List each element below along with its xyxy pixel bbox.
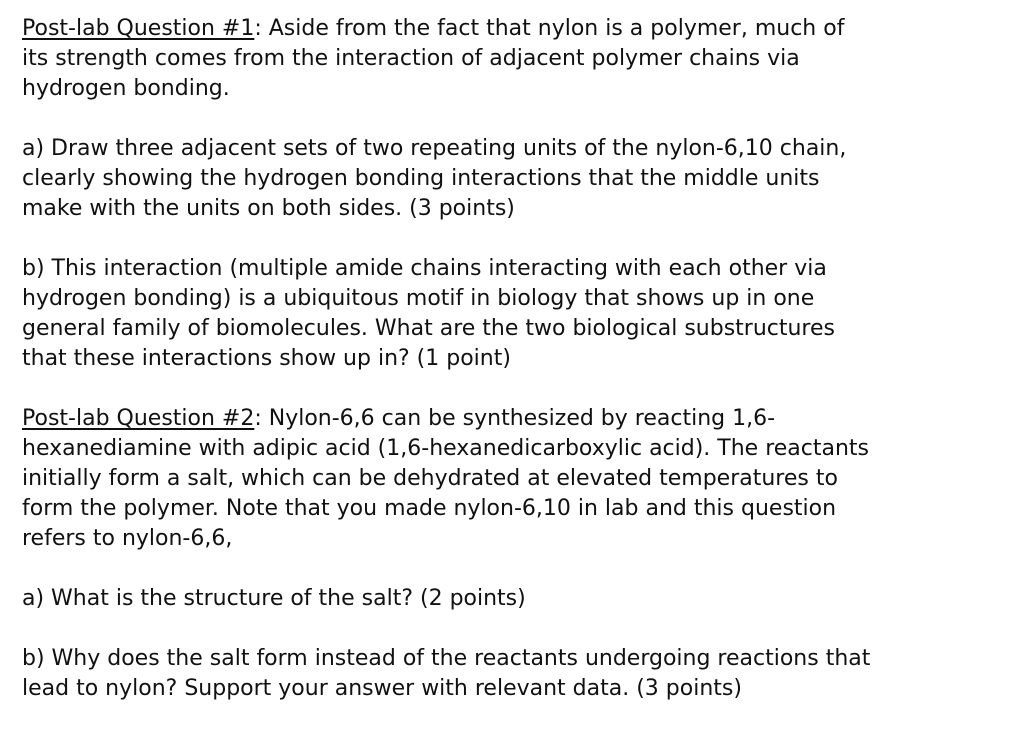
q2-intro-line: initially form a salt, which can be dehydrated at elevated temperatures to [22,466,838,491]
q1-part-b-line: b) This interaction (multiple amide chains interacting with each other via [22,256,827,281]
q2-part-b-line: lead to nylon? Support your answer with relevant data. (3 points) [22,676,742,701]
document [22,14,1012,704]
q1-part-a-line: make with the units on both sides. (3 points) [22,196,515,221]
q2-intro-line: form the polymer. Note that you made nylon-6,10 in lab and this question [22,496,837,521]
q1-intro-line: its strength comes from the interaction of adjacent polymer chains via [22,46,800,71]
q2-part-b [22,644,1012,704]
q2-intro-text: : Nylon-6,6 can be synthesized by reacting 1,6- [254,406,776,431]
q1-part-b-line: hydrogen bonding) is a ubiquitous motif in biology that shows up in one [22,286,815,311]
q2-intro-paragraph [22,404,1012,554]
q2-intro-line [22,404,1012,434]
q1-part-b-line: that these interactions show up in? (1 point) [22,346,511,371]
q1-intro-line: hydrogen bonding. [22,76,230,101]
q2-intro-line: hexanediamine with adipic acid (1,6-hexanedicarboxylic acid). The reactants [22,436,870,461]
q1-intro-line [22,14,1012,44]
q1-part-b-line: general family of biomolecules. What are the two biological substructures [22,316,835,341]
q1-part-a-line: clearly showing the hydrogen bonding interactions that the middle units [22,166,820,191]
q2-intro-line: refers to nylon-6,6, [22,526,233,551]
q1-intro-paragraph [22,14,1012,104]
q2-part-a-line: a) What is the structure of the salt? (2 points) [22,586,526,611]
q2-part-a [22,584,1012,614]
q1-part-a-line: a) Draw three adjacent sets of two repeating units of the nylon-6,10 chain, [22,136,847,161]
q1-heading: Post-lab Question #1 [22,16,255,41]
q2-heading: Post-lab Question #2 [22,406,255,431]
q2-part-b-line: b) Why does the salt form instead of the reactants undergoing reactions that [22,646,871,671]
q1-intro-text: : Aside from the fact that nylon is a polymer, much of [254,16,845,41]
q1-part-a [22,134,1012,224]
q1-part-b [22,254,1012,374]
